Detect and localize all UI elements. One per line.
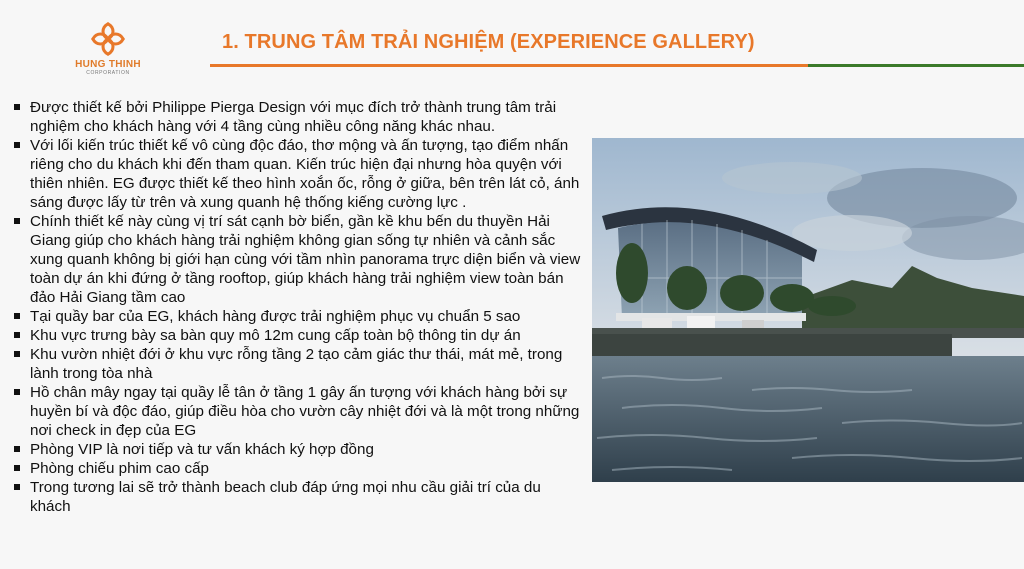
list-item: Được thiết kế bởi Philippe Pierga Design với mục đích trở thành trung tâm trải nghiệm cho khách hàng với 4 tầng cùng nhiều công năng khác nhau. bbox=[14, 98, 584, 136]
list-item: Với lối kiến trúc thiết kế vô cùng độc đáo, thơ mộng và ấn tượng, tạo điểm nhấn riêng cho du khách khi đến tham quan. Kiến trúc hiện đại nhưng hòa quyện với thiên nhiên. EG được thiết kế theo hình xoắn ốc, rỗng ở giữa, bên trên lát cỏ, ánh sáng được lấy từ trên và xung quanh hệ thống kiếng cường lực . bbox=[14, 136, 584, 212]
company-logo bbox=[58, 20, 158, 84]
list-item: Trong tương lai sẽ trở thành beach club đáp ứng mọi nhu cầu giải trí của du khách bbox=[14, 478, 584, 516]
title-divider bbox=[210, 64, 1024, 67]
list-item: Khu vườn nhiệt đới ở khu vực rỗng tầng 2 tạo cảm giác thư thái, mát mẻ, trong lành trong tòa nhà bbox=[14, 345, 584, 383]
feature-list bbox=[14, 98, 584, 516]
list-item: Hồ chân mây ngay tại quầy lễ tân ở tầng 1 gây ấn tượng với khách hàng bởi sự huyền bí và độc đáo, giúp điều hòa cho vườn cây nhiệt đới và là một trong những nơi check in đẹp của EG bbox=[14, 383, 584, 440]
list-item: Chính thiết kế này cùng vị trí sát cạnh bờ biển, gần kề khu bến du thuyền Hải Giang giúp cho khách hàng trải nghiệm không gian sống tự nhiên và cảnh sắc xung quanh không bị giới hạn cùng với tầm nhìn panorama trực diện biển và view toàn dự án khi đứng ở tầng rooftop, giúp khách hàng trải nghiệm view toàn bán đảo Hải Giang tầm cao bbox=[14, 212, 584, 307]
list-item: Khu vực trưng bày sa bàn quy mô 12m cung cấp toàn bộ thông tin dự án bbox=[14, 326, 584, 345]
page-title: 1. TRUNG TÂM TRẢI NGHIỆM (EXPERIENCE GALLERY) bbox=[222, 31, 755, 53]
divider-orange bbox=[210, 64, 808, 67]
divider-green bbox=[808, 64, 1024, 67]
list-item: Phòng VIP là nơi tiếp và tư vấn khách ký hợp đồng bbox=[14, 440, 584, 459]
list-item: Tại quầy bar của EG, khách hàng được trải nghiệm phục vụ chuẩn 5 sao bbox=[14, 307, 584, 326]
logo-subtitle: CORPORATION bbox=[86, 70, 130, 76]
flower-logo-icon bbox=[89, 20, 127, 58]
logo-name: HUNG THINH bbox=[75, 59, 141, 70]
list-item: Phòng chiếu phim cao cấp bbox=[14, 459, 584, 478]
experience-gallery-photo bbox=[592, 138, 1024, 482]
